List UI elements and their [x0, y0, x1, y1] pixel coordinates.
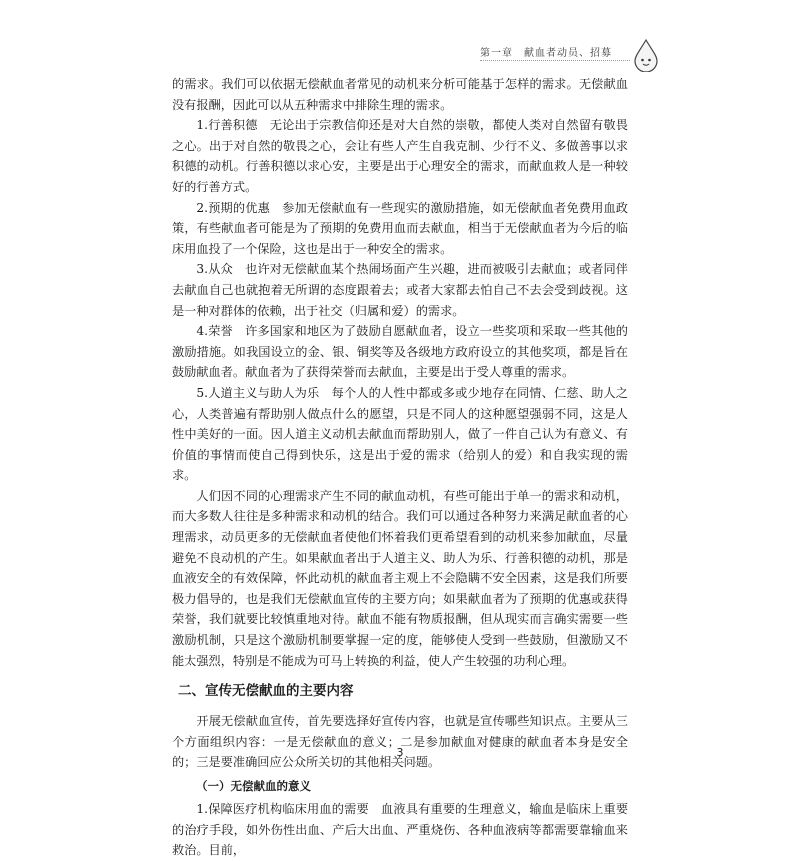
section-heading: 二、宣传无偿献血的主要内容 — [178, 683, 354, 700]
paragraph-motive-benefit — [172, 198, 628, 260]
paragraph-text: 血液具有重要的生理意义，输血是临床上重要的治疗手段，如外伤性出血、产后大出血、严重烧伤、各种血液病等都需要靠输血来救治。目前， — [172, 802, 629, 858]
section-intro: 开展无偿献血宣传，首先要选择好宣传内容，也就是宣传哪些知识点。主要从三个方面组织内容：一是无偿献血的意义；二是参加献血对健康的献血者本身是安全的；三是要准确回应公众所关切的其他相关问题。 — [172, 714, 628, 770]
footer-dotted-rule — [380, 762, 420, 763]
subsection-heading: （一）无偿献血的意义 — [196, 779, 311, 793]
paragraph-motive-humanitarian — [172, 383, 628, 486]
paragraph-lead: 2.预期的优惠 — [196, 200, 270, 215]
running-header: 第一章 献血者动员、招募 — [480, 48, 612, 59]
header-dotted-rule — [480, 60, 630, 61]
paragraph-continuation: 的需求。我们可以依据无偿献血者常见的动机来分析可能基于怎样的需求。无偿献血没有报酬，因此可以从五种需求中排除生理的需求。 — [172, 77, 628, 112]
body-text — [172, 74, 628, 861]
paragraph-text: 参加无偿献血有一些现实的激励措施，如无偿献血者免费用血政策，有些献血者可能是为了预期的免费用血而去献血，相当于无偿献血者为今后的临床用血投了一个保险，这也是出于一种安全的需求。 — [172, 200, 628, 256]
paragraph-lead: 5.人道主义与助人为乐 — [196, 385, 320, 400]
paragraph-lead: 1.行善积德 — [196, 118, 258, 133]
page-number: 3 — [396, 746, 404, 759]
paragraph-motive-honor — [172, 321, 628, 383]
paragraph-lead: 4.荣誉 — [196, 324, 233, 339]
paragraph-text: 也许对无偿献血某个热闹场面产生兴趣，进而被吸引去献血；或者同伴去献血自己也就抱着无所谓的态度跟着去；或者大家都去怕自己不去会受到歧视。这是一种对群体的依赖，出于社交（归属和爱）的需求。 — [172, 262, 628, 318]
paragraph-lead: 1.保障医疗机构临床用血的需要 — [196, 802, 369, 816]
paragraph-motive-conformity — [172, 259, 628, 321]
paragraph-text: 无论出于宗教信仰还是对大自然的崇敬，都使人类对自然留有敬畏之心。出于对自然的敬畏之心，会让有些人产生自我克制、少行不义、多做善事以求积德的动机。行善积德以求心安，主要是出于心理安全的需求，而献血救人是一种较好的行善方式。 — [172, 118, 628, 194]
blood-drop-mascot-icon — [632, 38, 660, 72]
paragraph-lead: 3.从众 — [196, 262, 233, 277]
paragraph-text: 许多国家和地区为了鼓励自愿献血者，设立一些奖项和采取一些其他的激励措施。如我国设立的金、银、铜奖等及各级地方政府设立的其他奖项，都是旨在鼓励献血者。献血者为了获得荣誉而去献血，主要是出于受人尊重的需求。 — [172, 324, 628, 380]
paragraph-summary: 人们因不同的心理需求产生不同的献血动机，有些可能出于单一的需求和动机，而大多数人往往是多种需求和动机的结合。我们可以通过各种努力来满足献血者的心理需求，动员更多的无偿献血者使他们怀着我们更希望看到的动机来参加献血，尽量避免不良动机的产生。如果献血者出于人道主义、助人为乐、行善积德的动机，那是血液安全的有效保障，怀此动机的献血者主观上不会隐瞒不安全因素，这是我们所要极力倡导的，也是我们无偿献血宣传的主要方向；如果献血者为了预期的优惠或获得荣誉，我们就要比较慎重地对待。献血不能有物质报酬，但从现实而言确实需要一些激励机制，只是这个激励机制要掌握一定的度，能够使人受到一些鼓励，但激励又不能太强烈，特别是不能成为可马上转换的利益，使人产生较强的功利心理。 — [172, 488, 628, 668]
paragraph-text: 每个人的人性中都或多或少地存在同情、仁慈、助人之心，人类普遍有帮助别人做点什么的愿望，只是不同人的这种愿望强弱不同，这是人性中美好的一面。因人道主义动机去献血而帮助别人，做了一件自己认为有意义、有价值的事情而使自己得到快乐，这是出于爱的需求（给别人的爱）和自我实现的需求。 — [172, 385, 628, 483]
paragraph-motive-merit — [172, 115, 628, 197]
paragraph-clinical-need — [172, 799, 628, 861]
